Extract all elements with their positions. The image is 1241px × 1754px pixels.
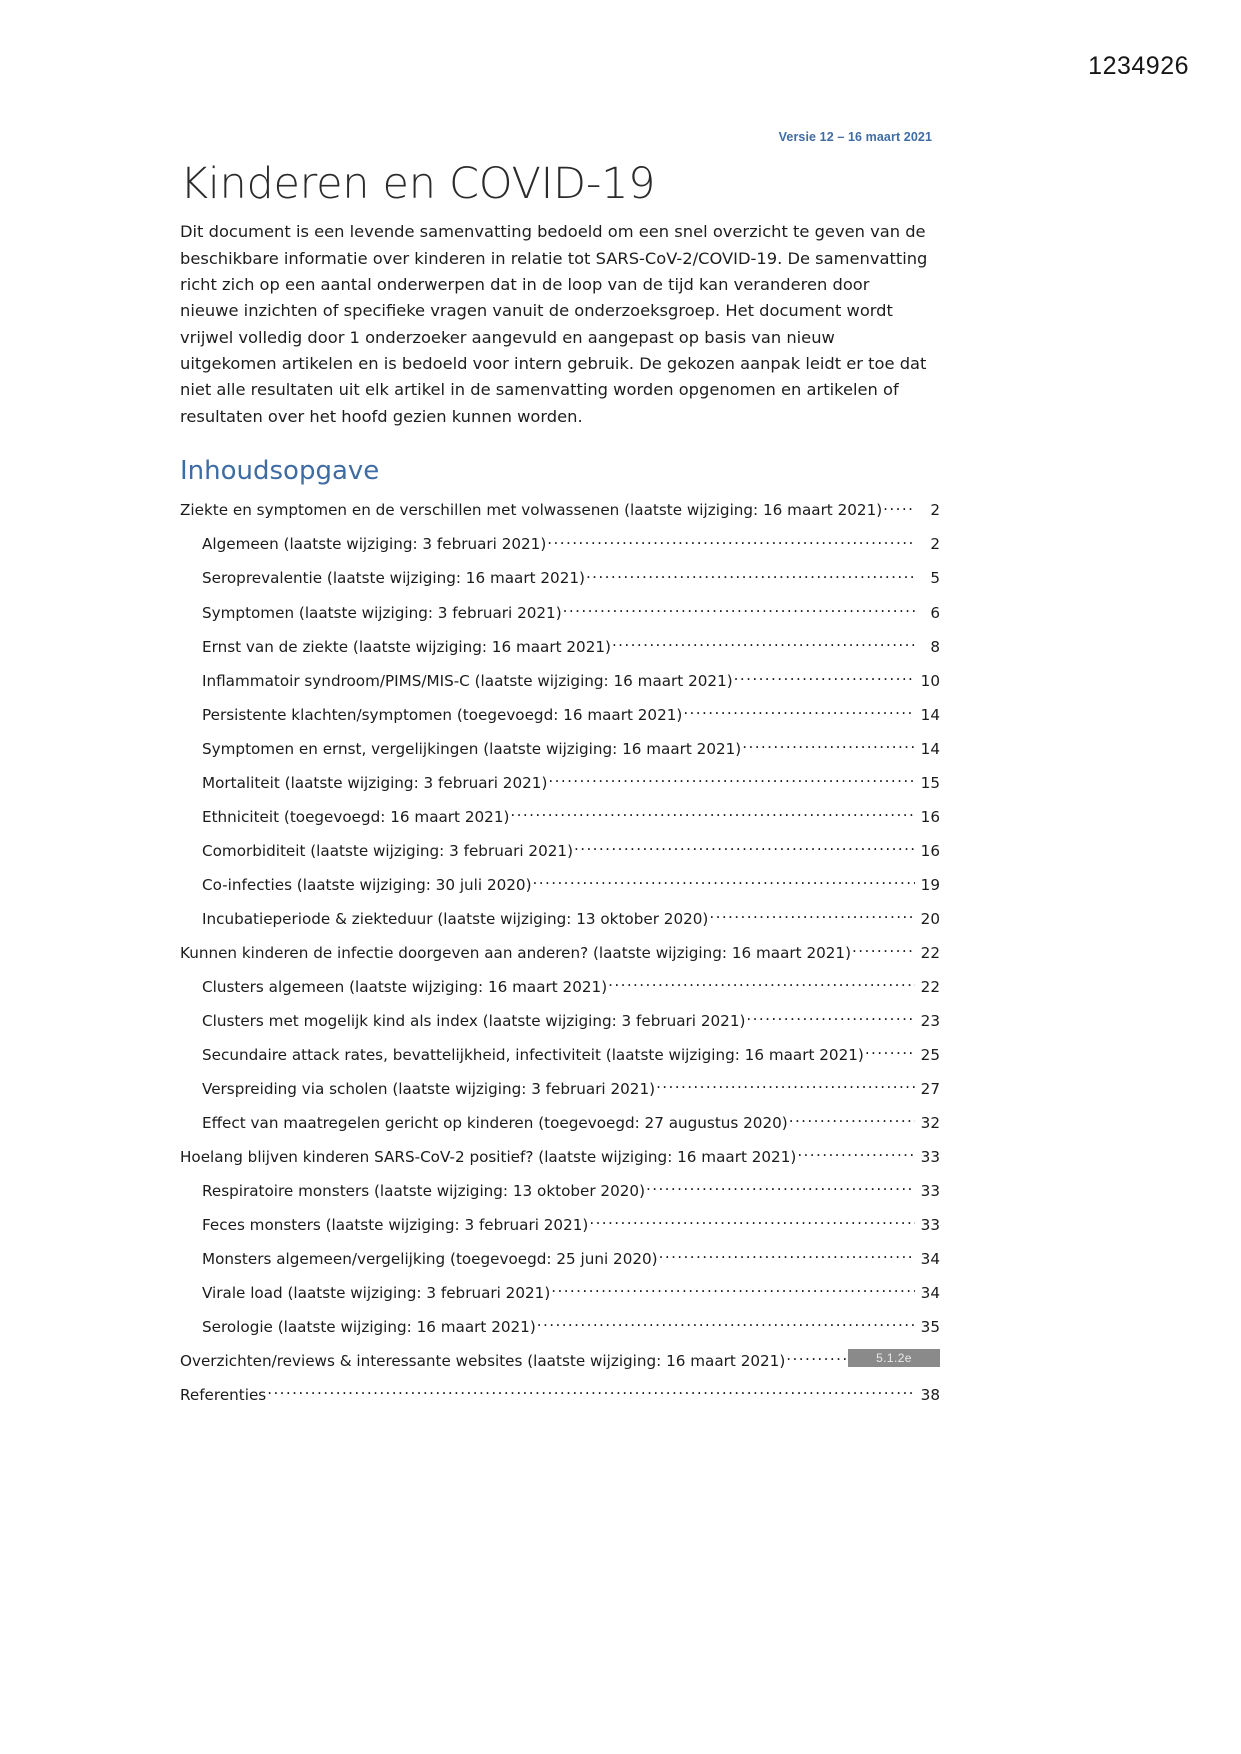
- toc-entry-page-number: 34: [920, 1283, 940, 1302]
- toc-entry[interactable]: [180, 1079, 940, 1098]
- toc-dot-leader: [746, 1011, 915, 1026]
- toc-entry-page-number: 25: [920, 1045, 940, 1064]
- toc-entry[interactable]: [180, 1351, 940, 1370]
- toc-entry-page-number: 33: [920, 1147, 940, 1166]
- toc-entry-page-number: 15: [920, 773, 940, 792]
- toc-entry[interactable]: [180, 806, 940, 825]
- toc-entry-label: Feces monsters (laatste wijziging: 3 februari 2021): [202, 1215, 589, 1234]
- toc-entry-page-number: 22: [920, 977, 940, 996]
- toc-entry-label: Ernst van de ziekte (laatste wijziging: 16 maart 2021): [202, 637, 611, 656]
- toc-entry[interactable]: [180, 1283, 940, 1302]
- toc-entry-label: Comorbiditeit (laatste wijziging: 3 februari 2021): [202, 841, 573, 860]
- toc-entry-page-number: 19: [920, 875, 940, 894]
- toc-entry-page-number: 27: [920, 1079, 940, 1098]
- toc-entry-label: Ethniciteit (toegevoegd: 16 maart 2021): [202, 807, 510, 826]
- toc-entry[interactable]: [180, 534, 940, 553]
- toc-entry[interactable]: [180, 1317, 940, 1336]
- toc-entry[interactable]: [180, 976, 940, 995]
- redaction-code-badge: 5.1.2e: [848, 1349, 940, 1367]
- toc-entry[interactable]: [180, 1181, 940, 1200]
- toc-entry[interactable]: [180, 1011, 940, 1030]
- toc-entry-label: Algemeen (laatste wijziging: 3 februari 2021): [202, 535, 547, 554]
- toc-entry-page-number: 10: [920, 671, 940, 690]
- toc-entry[interactable]: [180, 500, 940, 519]
- toc-entry[interactable]: [180, 840, 940, 859]
- toc-entry-label: Clusters met mogelijk kind als index (laatste wijziging: 3 februari 2021): [202, 1011, 746, 1030]
- toc-entry-page-number: 33: [920, 1181, 940, 1200]
- toc-dot-leader: [659, 1249, 915, 1264]
- toc-dot-leader: [547, 534, 915, 549]
- toc-entry-page-number: 2: [930, 535, 940, 554]
- toc-entry-label: Symptomen (laatste wijziging: 3 februari 2021): [202, 603, 562, 622]
- toc-dot-leader: [789, 1113, 915, 1128]
- toc-entry-label: Virale load (laatste wijziging: 3 februari 2021): [202, 1283, 551, 1302]
- toc-dot-leader: [510, 806, 915, 821]
- toc-dot-leader: [589, 1215, 915, 1230]
- toc-entry-label: Ziekte en symptomen en de verschillen met volwassenen (laatste wijziging: 16 maart 2021): [180, 501, 883, 520]
- toc-dot-leader: [742, 738, 915, 753]
- toc-entry[interactable]: [180, 1147, 940, 1166]
- toc-dot-leader: [267, 1385, 915, 1400]
- toc-dot-leader: [574, 840, 915, 855]
- toc-entry-label: Referenties: [180, 1385, 267, 1404]
- toc-entry-label: Effect van maatregelen gericht op kinderen (toegevoegd: 27 augustus 2020): [202, 1113, 788, 1132]
- toc-entry-label: Verspreiding via scholen (laatste wijziging: 3 februari 2021): [202, 1079, 656, 1098]
- toc-entry[interactable]: [180, 772, 940, 791]
- toc-entry[interactable]: [180, 602, 940, 621]
- toc-dot-leader: [852, 942, 915, 957]
- toc-entry-page-number: 16: [920, 841, 940, 860]
- table-of-contents: [180, 500, 940, 1404]
- toc-dot-leader: [797, 1147, 915, 1162]
- toc-entry-page-number: 5: [930, 569, 940, 588]
- toc-entry-label: Monsters algemeen/vergelijking (toegevoegd: 25 juni 2020): [202, 1249, 658, 1268]
- toc-entry-page-number: 35: [920, 1317, 940, 1336]
- toc-entry[interactable]: [180, 1113, 940, 1132]
- toc-entry-label: Clusters algemeen (laatste wijziging: 16 maart 2021): [202, 977, 608, 996]
- toc-entry-page-number: 38: [920, 1385, 940, 1404]
- toc-dot-leader: [551, 1283, 915, 1298]
- toc-entry-label: Inflammatoir syndroom/PIMS/MIS-C (laatste wijziging: 16 maart 2021): [202, 671, 733, 690]
- toc-entry[interactable]: [180, 568, 940, 587]
- toc-entry-label: Respiratoire monsters (laatste wijziging: 13 oktober 2020): [202, 1181, 645, 1200]
- toc-entry-label: Hoelang blijven kinderen SARS-CoV-2 positief? (laatste wijziging: 16 maart 2021): [180, 1147, 797, 1166]
- toc-entry-label: Mortaliteit (laatste wijziging: 3 februari 2021): [202, 773, 548, 792]
- toc-entry-label: Persistente klachten/symptomen (toegevoegd: 16 maart 2021): [202, 705, 683, 724]
- toc-entry-page-number: 23: [920, 1011, 940, 1030]
- toc-entry-page-number: 6: [930, 603, 940, 622]
- toc-dot-leader: [548, 772, 915, 787]
- toc-dot-leader: [656, 1079, 915, 1094]
- toc-dot-leader: [709, 908, 915, 923]
- toc-dot-leader: [734, 670, 915, 685]
- toc-entry-label: Secundaire attack rates, bevattelijkheid, infectiviteit (laatste wijziging: 16 maart 2021): [202, 1045, 864, 1064]
- toc-entry-label: Incubatieperiode & ziekteduur (laatste wijziging: 13 oktober 2020): [202, 909, 709, 928]
- toc-entry-page-number: 34: [920, 1249, 940, 1268]
- toc-entry[interactable]: [180, 1045, 940, 1064]
- toc-entry[interactable]: [180, 874, 940, 893]
- page-title: Kinderen en COVID-19: [180, 159, 656, 209]
- toc-entry-label: Overzichten/reviews & interessante websites (laatste wijziging: 16 maart 2021): [180, 1351, 786, 1370]
- toc-heading: Inhoudsopgave: [180, 456, 380, 487]
- toc-entry-page-number: 33: [920, 1215, 940, 1234]
- toc-dot-leader: [533, 874, 915, 889]
- toc-entry[interactable]: [180, 670, 940, 689]
- toc-dot-leader: [537, 1317, 915, 1332]
- toc-entry-label: Seroprevalentie (laatste wijziging: 16 maart 2021): [202, 569, 585, 588]
- toc-entry[interactable]: [180, 908, 940, 927]
- toc-entry-page-number: 22: [920, 943, 940, 962]
- toc-dot-leader: [883, 500, 915, 515]
- toc-dot-leader: [586, 568, 915, 583]
- toc-entry-label: Kunnen kinderen de infectie doorgeven aan anderen? (laatste wijziging: 16 maart 2021): [180, 943, 852, 962]
- toc-entry[interactable]: [180, 942, 940, 961]
- toc-entry[interactable]: [180, 1249, 940, 1268]
- toc-dot-leader: [683, 704, 915, 719]
- toc-entry-label: Serologie (laatste wijziging: 16 maart 2021): [202, 1317, 536, 1336]
- toc-entry-page-number: 14: [920, 705, 940, 724]
- toc-dot-leader: [608, 976, 915, 991]
- toc-dot-leader: [563, 602, 915, 617]
- toc-entry-page-number: 16: [920, 807, 940, 826]
- toc-dot-leader: [612, 636, 915, 651]
- document-content: [180, 130, 940, 1419]
- version-line: Versie 12 – 16 maart 2021: [778, 130, 932, 144]
- toc-entry[interactable]: [180, 1215, 940, 1234]
- toc-entry-page-number: 20: [920, 909, 940, 928]
- toc-entry-page-number: 14: [920, 739, 940, 758]
- toc-entry[interactable]: [180, 1385, 940, 1404]
- toc-entry[interactable]: [180, 738, 940, 757]
- toc-entry-label: Symptomen en ernst, vergelijkingen (laatste wijziging: 16 maart 2021): [202, 739, 742, 758]
- toc-entry-page-number: 32: [920, 1113, 940, 1132]
- toc-entry-page-number: 2: [930, 501, 940, 520]
- toc-entry-page-number: 8: [930, 637, 940, 656]
- document-number-stamp: 1234926: [1088, 52, 1189, 80]
- toc-dot-leader: [865, 1045, 915, 1060]
- toc-entry[interactable]: [180, 636, 940, 655]
- intro-paragraph: Dit document is een levende samenvatting bedoeld om een snel overzicht te geven van de beschikbare informatie over kinderen in relatie tot SARS-CoV-2/COVID-19. De samenvatting richt zich op een aantal onderwerpen dat in de loop van de tijd kan veranderen door nieuwe inzichten of specifieke vragen vanuit de onderzoeksgroep. Het document wordt vrijwel volledig door 1 onderzoeker aangevuld en aangepast op basis van nieuw uitgekomen artikelen en is bedoeld voor intern gebruik. De gekozen aanpak leidt er toe dat niet alle resultaten uit elk artikel in de samenvatting worden opgenomen en artikelen of resultaten over het hoofd gezien kunnen worden.: [180, 222, 928, 426]
- toc-entry-label: Co-infecties (laatste wijziging: 30 juli 2020): [202, 875, 532, 894]
- toc-dot-leader: [646, 1181, 915, 1196]
- toc-entry[interactable]: [180, 704, 940, 723]
